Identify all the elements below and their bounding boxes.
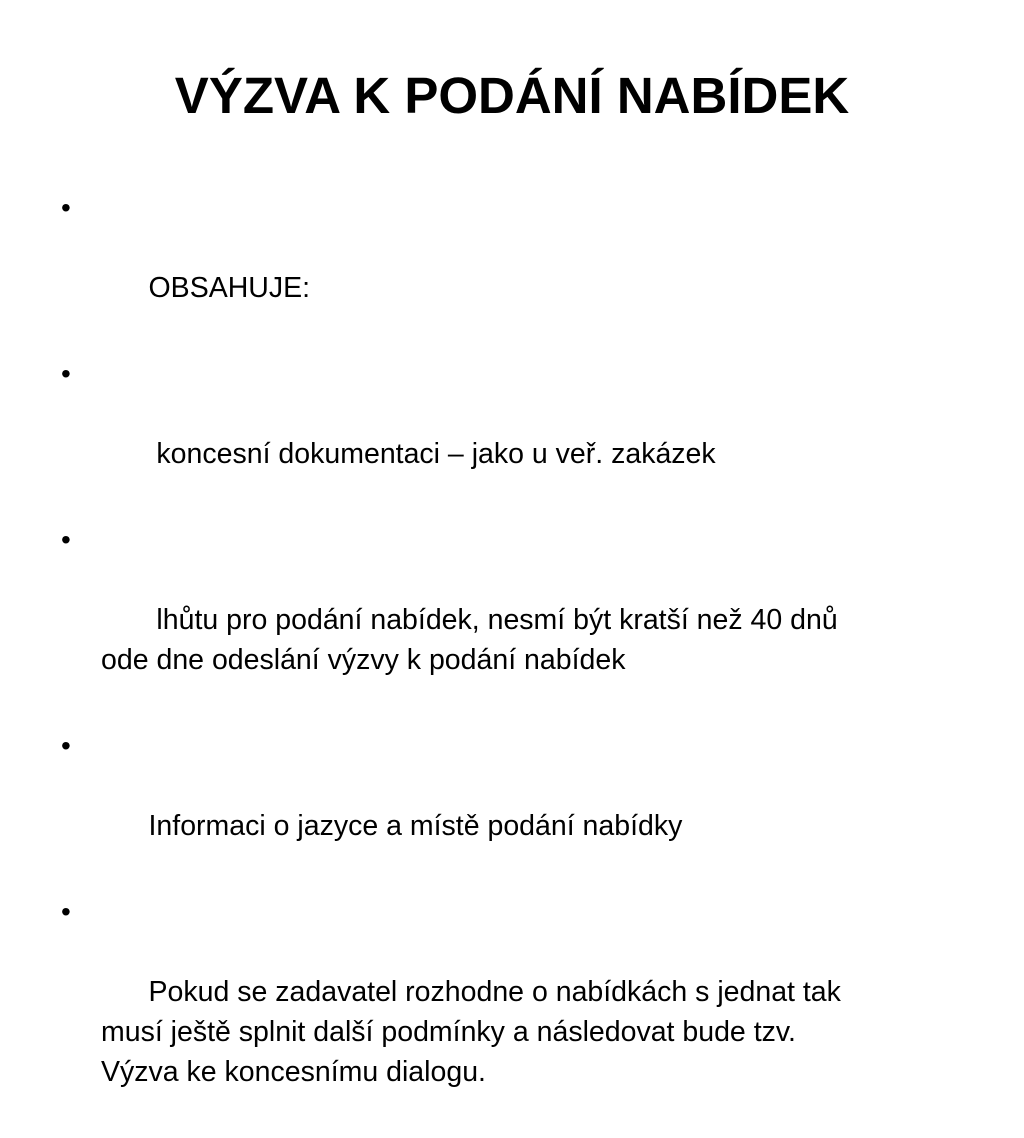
bullet-icon: •	[61, 358, 71, 389]
bullet-list	[57, 188, 957, 1138]
bullet-text: Pokud se zadavatel rozhodne o nabídkách s jednat tak musí ještě splnit další podmínky a následovat bude tzv. Výzva ke koncesnímu dialogu.	[101, 976, 841, 1088]
bullet-item-koncesni-dokumentace	[57, 354, 957, 514]
bullet-item-lhuta	[57, 520, 957, 720]
bullet-text: lhůtu pro podání nabídek, nesmí být kratší než 40 dnů ode dne odeslání výzvy k podání nabídek	[101, 604, 838, 676]
slide-title: VÝZVA K PODÁNÍ NABÍDEK	[174, 67, 850, 124]
bullet-icon: •	[61, 524, 71, 555]
bullet-icon: •	[61, 896, 71, 927]
bullet-text: Informaci o jazyce a místě podání nabídky	[148, 810, 683, 842]
bullet-text: OBSAHUJE:	[148, 272, 311, 304]
bullet-icon: •	[61, 730, 71, 761]
bullet-icon: •	[61, 192, 71, 223]
bullet-text: koncesní dokumentaci – jako u veř. zakázek	[148, 438, 716, 470]
bullet-item-informace-o-jazyce	[57, 726, 957, 886]
bullet-item-obsahuje	[57, 188, 957, 348]
bullet-item-koncesni-dialog	[57, 892, 957, 1132]
